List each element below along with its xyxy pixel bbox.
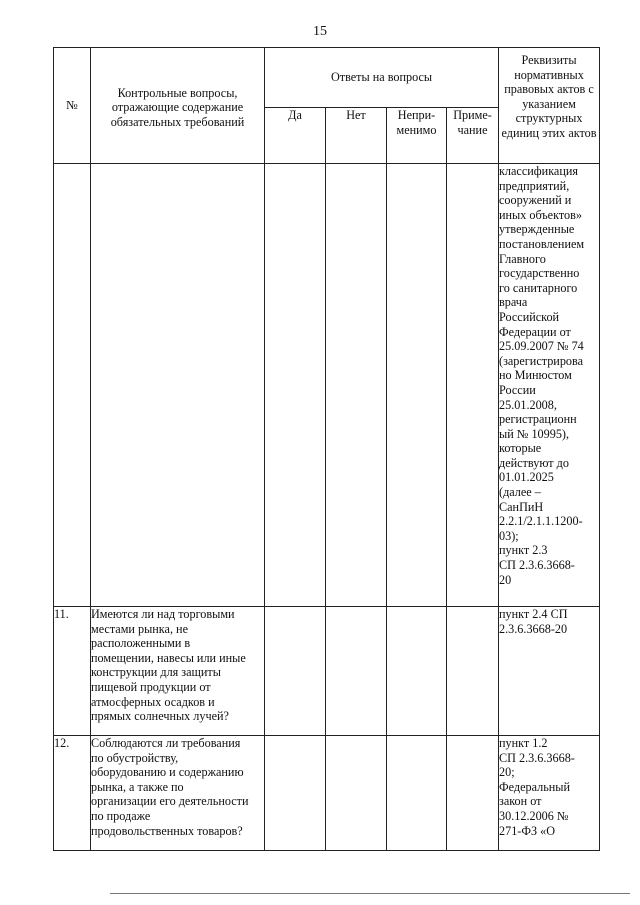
checklist-table <box>53 47 600 851</box>
row-question: Имеются ли над торговыми местами рынка, не расположенными в помещении, навесы или иные конструкции для защиты пищевой продукции от атмосферных осадков и прямых солнечных лучей? <box>91 607 265 736</box>
page-number: 15 <box>313 24 327 39</box>
header-row-top <box>54 48 600 108</box>
header-requisites: Реквизиты нормативных правовых актов с указанием структурных единиц этих актов <box>499 48 600 164</box>
answer-yes-cell[interactable] <box>265 736 326 851</box>
row-question <box>91 164 265 607</box>
answer-no-cell[interactable] <box>326 736 387 851</box>
answer-na-cell[interactable] <box>387 607 447 736</box>
header-questions: Контрольные вопросы, отражающие содержание обязательных требований <box>91 48 265 164</box>
row-requisites: пункт 1.2 СП 2.3.6.3668- 20; Федеральный закон от 30.12.2006 № 271-ФЗ «О <box>499 736 600 851</box>
header-not-applicable: Непри- менимо <box>387 108 447 164</box>
table-row <box>54 607 600 736</box>
header-answers: Ответы на вопросы <box>265 48 499 108</box>
answer-na-cell[interactable] <box>387 736 447 851</box>
answer-na-cell[interactable] <box>387 164 447 607</box>
row-number <box>54 164 91 607</box>
row-number: 12. <box>54 736 91 851</box>
scan-edge-line <box>110 893 630 894</box>
answer-note-cell[interactable] <box>447 607 499 736</box>
header-note: Приме- чание <box>447 108 499 164</box>
header-number: № <box>54 48 91 164</box>
answer-no-cell[interactable] <box>326 607 387 736</box>
header-no: Нет <box>326 108 387 164</box>
answer-note-cell[interactable] <box>447 164 499 607</box>
answer-no-cell[interactable] <box>326 164 387 607</box>
row-question: Соблюдаются ли требования по обустройству, оборудованию и содержанию рынка, а также по организации его деятельности по продаже продовольственных товаров? <box>91 736 265 851</box>
row-requisites: пункт 2.4 СП 2.3.6.3668-20 <box>499 607 600 736</box>
answer-note-cell[interactable] <box>447 736 499 851</box>
answer-yes-cell[interactable] <box>265 607 326 736</box>
table-row <box>54 736 600 851</box>
row-number: 11. <box>54 607 91 736</box>
table-row <box>54 164 600 607</box>
answer-yes-cell[interactable] <box>265 164 326 607</box>
row-requisites: классификация предприятий, сооружений и иных объектов» утвержденные постановлением Главного государственно го санитарного врача Российской Федерации от 25.09.2007 № 74 (зарегистрирова но Минюстом России 25.01.2008, регистрационн ый № 10995), которые действуют до 01.01.2025 (далее – СанПиН 2.2.1/2.1.1.1200- 03); пункт 2.3 СП 2.3.6.3668- 20 <box>499 164 600 607</box>
header-yes: Да <box>265 108 326 164</box>
